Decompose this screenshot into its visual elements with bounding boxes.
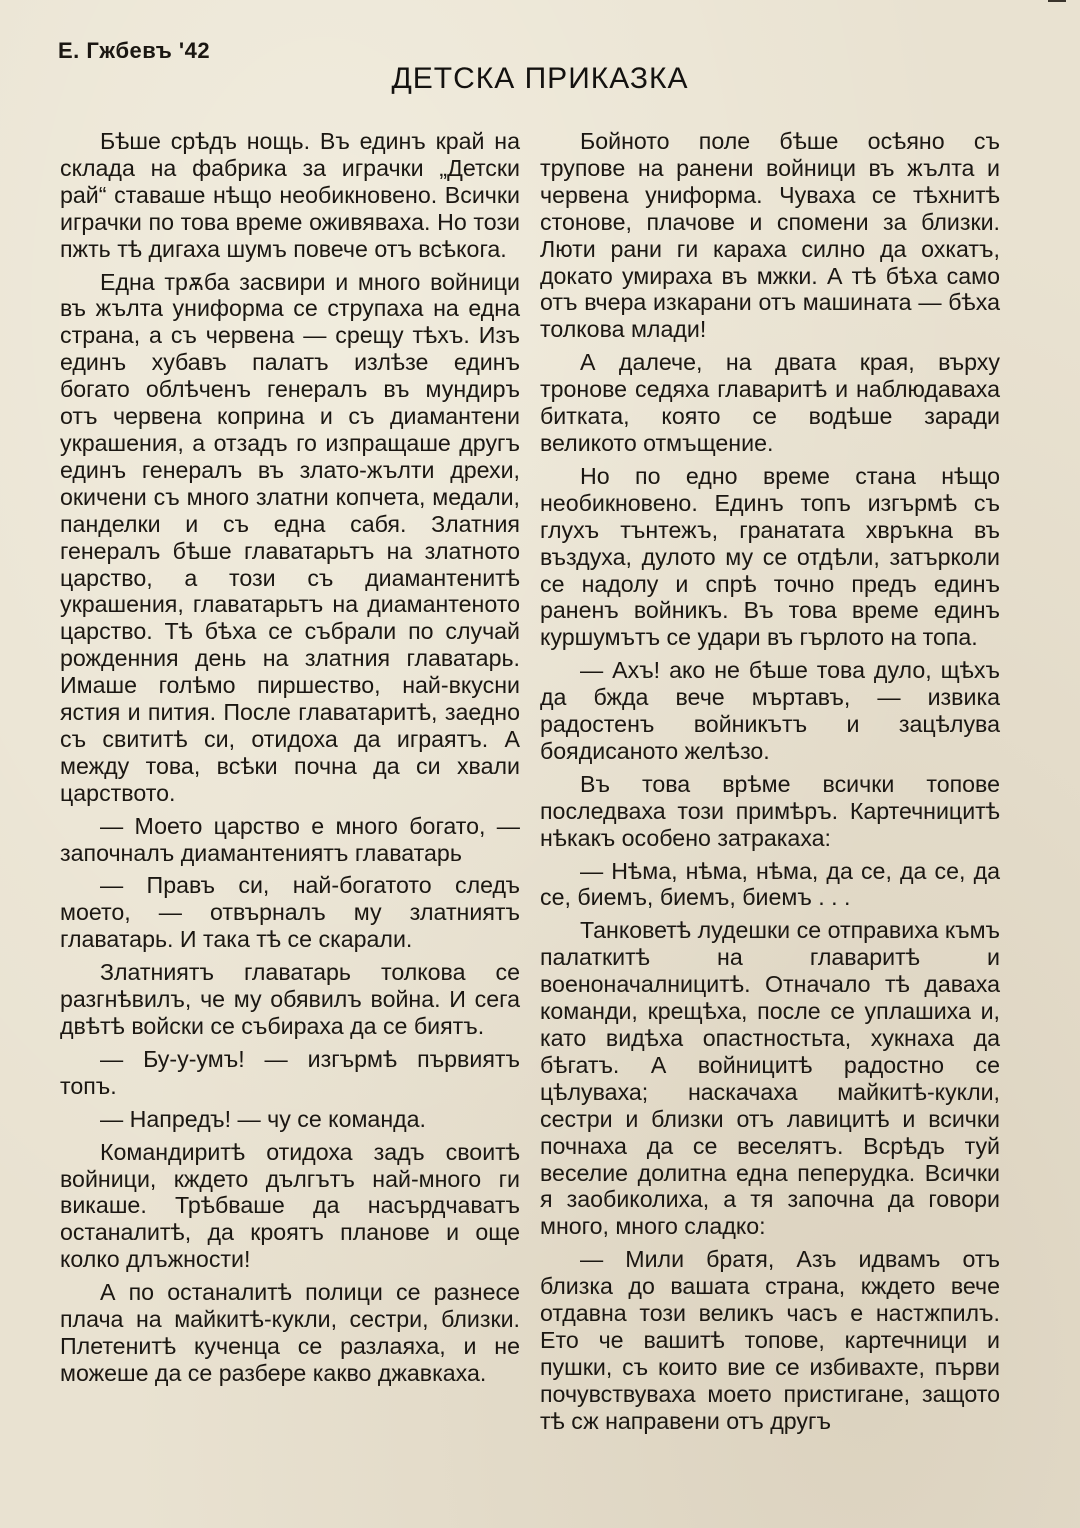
- paragraph: Бѣше срѣдъ нощь. Въ единъ край на склада на фабрика за играчки „Детски рай“ ставаше нѣщо необикновено. Всички играчки по това време оживяваха. Но този пжть тѣ дигаха шумъ повече отъ всѣкога.: [60, 128, 520, 262]
- paragraph: Въ това врѣме всички топове последваха този примѣръ. Картечницитѣ нѣкакъ особено затракаха:: [540, 770, 1000, 851]
- paragraph: — Нѣма, нѣма, нѣма, да се, да се, да се, биемъ, биемъ, биемъ . . .: [540, 857, 1000, 911]
- paragraph: Една трѫба засвири и много войници въ жълта униформа се струпаха на една страна, а съ червена — срещу тѣхъ. Изъ единъ хубавъ палатъ излѣзе единъ богато облѣченъ генералъ въ мундиръ отъ червена коприна и съ диамантени украшения, а отзадъ го изпращаше другъ единъ генералъ въ злато-жълти дрехи, окичени съ много златни копчета, медали, панделки и съ една сабя. Златния генералъ бѣше главатарьтъ на златното царство, а този съ диамантенитѣ украшения, главатарьтъ на диамантеното царство. Тѣ бѣха се събрали по случай рожденния день на златния главатарь. Имаше голѣмо пиршество, най-вкусни ястия и пития. После главатаритѣ, заедно съ свититѣ си, отидоха да играятъ. А между това, всѣки почна да си хвали царството.: [60, 268, 520, 806]
- paragraph: — Правъ си, най-богатото следъ моето, — отвърналъ му златниятъ главатарь. И така тѣ се скарали.: [60, 872, 520, 953]
- paragraph: — Моето царство е много богато, — започналъ диамантениятъ главатарь: [60, 812, 520, 866]
- left-column: [60, 128, 520, 1393]
- paragraph: Бойното поле бѣше осѣяно съ трупове на ранени войници въ жълта и червена униформа. Чуваха се тѣхнитѣ стонове, плачове и спомени за близки. Люти рани ги караха силно да охкатъ, докато умираха въ мжки. А тѣ бѣха само отъ вчера изкарани отъ машината — бѣха толкова млади!: [540, 128, 1000, 343]
- paragraph: Танковетѣ лудешки се отправиха къмъ палаткитѣ на главаритѣ и военоначалницитѣ. Отначало тѣ даваха команди, крещѣха, после се уплашиха и, като видѣха опастностьта, хукнаха да бѣгатъ. А войницитѣ радостно се цѣлуваха; наскачаха майкитѣ-кукли, сестри и близки отъ лавицитѣ и всички почнаха да се веселятъ. Всрѣдъ туй веселие долитна една пеперудка. Всички я заобиколиха, а тя започна да говори много, много сладко:: [540, 917, 1000, 1240]
- paragraph: Златниятъ главатарь толкова се разгнѣвилъ, че му обявилъ война. И сега двѣтѣ войски се събираха да се биятъ.: [60, 959, 520, 1039]
- paragraph: — Напредъ! — чу се команда.: [100, 1105, 426, 1132]
- paragraph: Командиритѣ отидоха задъ своитѣ войници, кждето дългътъ най-много ги викаше. Трѣбваше да насърдчаватъ останалитѣ, да кроятъ планове и още колко длъжности!: [60, 1138, 520, 1273]
- author-signature: Е. Гжбевъ '42: [58, 38, 211, 63]
- story-title: ДЕТСКА ПРИКАЗКА: [391, 62, 689, 95]
- paragraph: — Мили братя, Азъ идвамъ отъ близка до вашата страна, кждето вече отдавна този великъ часъ е настжпилъ. Ето че вашитѣ топове, картечници и пушки, съ които вие се избивахте, първи почувствуваха моето пристигане, защото тѣ сж направени отъ другъ: [540, 1246, 1000, 1434]
- paragraph: Но по едно време стана нѣщо необикновено. Единъ топъ изгърмѣ съ глухъ тънтежъ, гранатата хвръкна въ въздуха, дулото му се отдѣли, затъркoли се надолу и спрѣ точно предъ единъ раненъ войникъ. Въ това време единъ куршумътъ се удари въ гърлото на топа.: [540, 462, 1000, 651]
- right-column: [540, 128, 1000, 1441]
- paragraph: А по останалитѣ полици се разнесе плача на майкитѣ-кукли, сестри, близки. Плетенитѣ кученца се разлаяха, и не можеше да се разбере какво джавкаха.: [60, 1279, 520, 1386]
- page-corner-mark: [1048, 0, 1066, 8]
- paragraph: — Бу-у-умъ! — изгърмѣ първиятъ топъ.: [60, 1045, 520, 1099]
- paragraph: — Ахъ! ако не бѣше това дуло, щѣхъ да бжда вече мъртавъ, — извика радостенъ войникътъ и зацѣлува боядисаното желѣзо.: [540, 657, 1000, 764]
- paragraph: А далече, на двата края, върху тронове седяха главаритѣ и наблюдаваха битката, която се водѣше заради великото отмъщение.: [540, 349, 1000, 456]
